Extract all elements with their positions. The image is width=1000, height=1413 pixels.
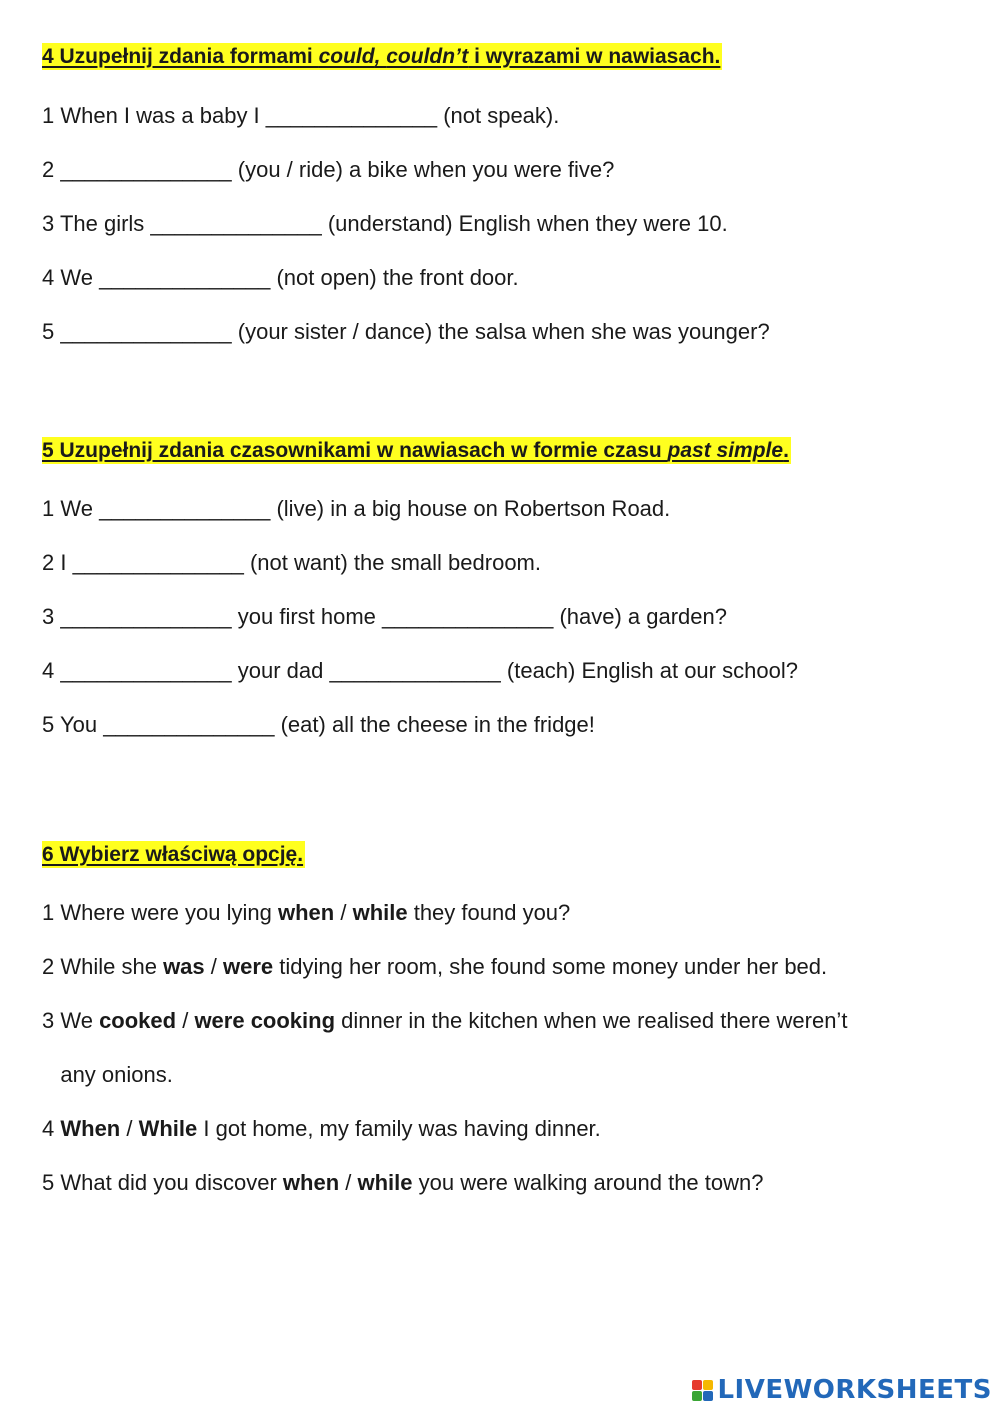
option-a[interactable]: was	[163, 954, 205, 979]
item-text: dinner in the kitchen when we realised there weren’t	[335, 1008, 848, 1033]
heading-emphasis: couldn’t	[386, 45, 469, 68]
exercise-6-item-2	[42, 953, 827, 981]
item-text: 5 What did you discover	[42, 1170, 283, 1195]
heading-emphasis: past simple	[667, 439, 784, 462]
exercise-5-item-2: 2 I ______________ (not want) the small bedroom.	[42, 550, 541, 575]
exercise-6-item-3	[42, 1007, 847, 1035]
logo-square-icon	[703, 1391, 713, 1401]
exercise-6-item-3-continuation: any onions.	[42, 1062, 173, 1087]
item-text: they found you?	[407, 900, 571, 925]
exercise-4-item-5: 5 ______________ (your sister / dance) the salsa when she was younger?	[42, 319, 770, 344]
exercise-4-item-4: 4 We ______________ (not open) the front door.	[42, 265, 519, 290]
item-text: tidying her room, she found some money under her bed.	[273, 954, 828, 979]
option-a[interactable]: when	[278, 900, 335, 925]
option-separator: /	[339, 1170, 358, 1195]
exercise-6-item-4	[42, 1115, 601, 1143]
liveworksheets-logo	[692, 1375, 992, 1405]
item-text: I got home, my family was having dinner.	[197, 1116, 601, 1141]
option-a[interactable]: when	[282, 1170, 340, 1195]
liveworksheets-logo-icon	[692, 1380, 713, 1401]
logo-square-icon	[703, 1380, 713, 1390]
heading-text: 5 Uzupełnij zdania czasownikami w nawiasach w formie czasu	[42, 439, 668, 462]
logo-square-icon	[692, 1391, 702, 1401]
item-text: 3 We	[42, 1008, 100, 1033]
exercise-4-item-3: 3 The girls ______________ (understand) English when they were 10.	[42, 211, 728, 236]
option-separator: /	[120, 1116, 139, 1141]
item-text: you were walking around the town?	[412, 1170, 764, 1195]
heading-emphasis: could	[318, 45, 375, 68]
exercise-4-item-1: 1 When I was a baby I ______________ (not speak).	[42, 103, 560, 128]
exercise-5-item-5: 5 You ______________ (eat) all the cheese in the fridge!	[42, 712, 595, 737]
section-5-heading	[42, 437, 791, 464]
exercise-5-item-1: 1 We ______________ (live) in a big house on Robertson Road.	[42, 496, 671, 521]
exercise-5-item-3: 3 ______________ you first home ______________ (have) a garden?	[42, 604, 727, 629]
option-separator: /	[204, 954, 223, 979]
exercise-6-item-1	[42, 899, 570, 927]
heading-text: .	[783, 439, 789, 462]
item-text: 1 Where were you lying	[42, 900, 278, 925]
section-4-heading	[42, 43, 722, 70]
option-separator: /	[176, 1008, 195, 1033]
option-a[interactable]: When	[60, 1116, 121, 1141]
option-b[interactable]: while	[352, 900, 408, 925]
logo-square-icon	[692, 1380, 702, 1390]
option-b[interactable]: while	[357, 1170, 413, 1195]
item-text: 4	[42, 1116, 61, 1141]
heading-text: ,	[374, 45, 387, 68]
heading-text: 4 Uzupełnij zdania formami	[42, 45, 319, 68]
option-b[interactable]: were cooking	[194, 1008, 336, 1033]
exercise-6-item-5	[42, 1169, 764, 1197]
option-b[interactable]: were	[223, 954, 274, 979]
option-b[interactable]: While	[138, 1116, 198, 1141]
item-text: 2 While she	[42, 954, 164, 979]
option-separator: /	[334, 900, 353, 925]
exercise-4-item-2: 2 ______________ (you / ride) a bike when you were five?	[42, 157, 615, 182]
option-a[interactable]: cooked	[99, 1008, 177, 1033]
heading-text: i wyrazami w nawiasach.	[468, 45, 721, 68]
section-6-heading: 6 Wybierz właściwą opcję.	[42, 843, 304, 866]
liveworksheets-logo-text: LIVEWORKSHEETS	[717, 1375, 992, 1405]
exercise-5-item-4: 4 ______________ your dad ______________ (teach) English at our school?	[42, 658, 798, 683]
